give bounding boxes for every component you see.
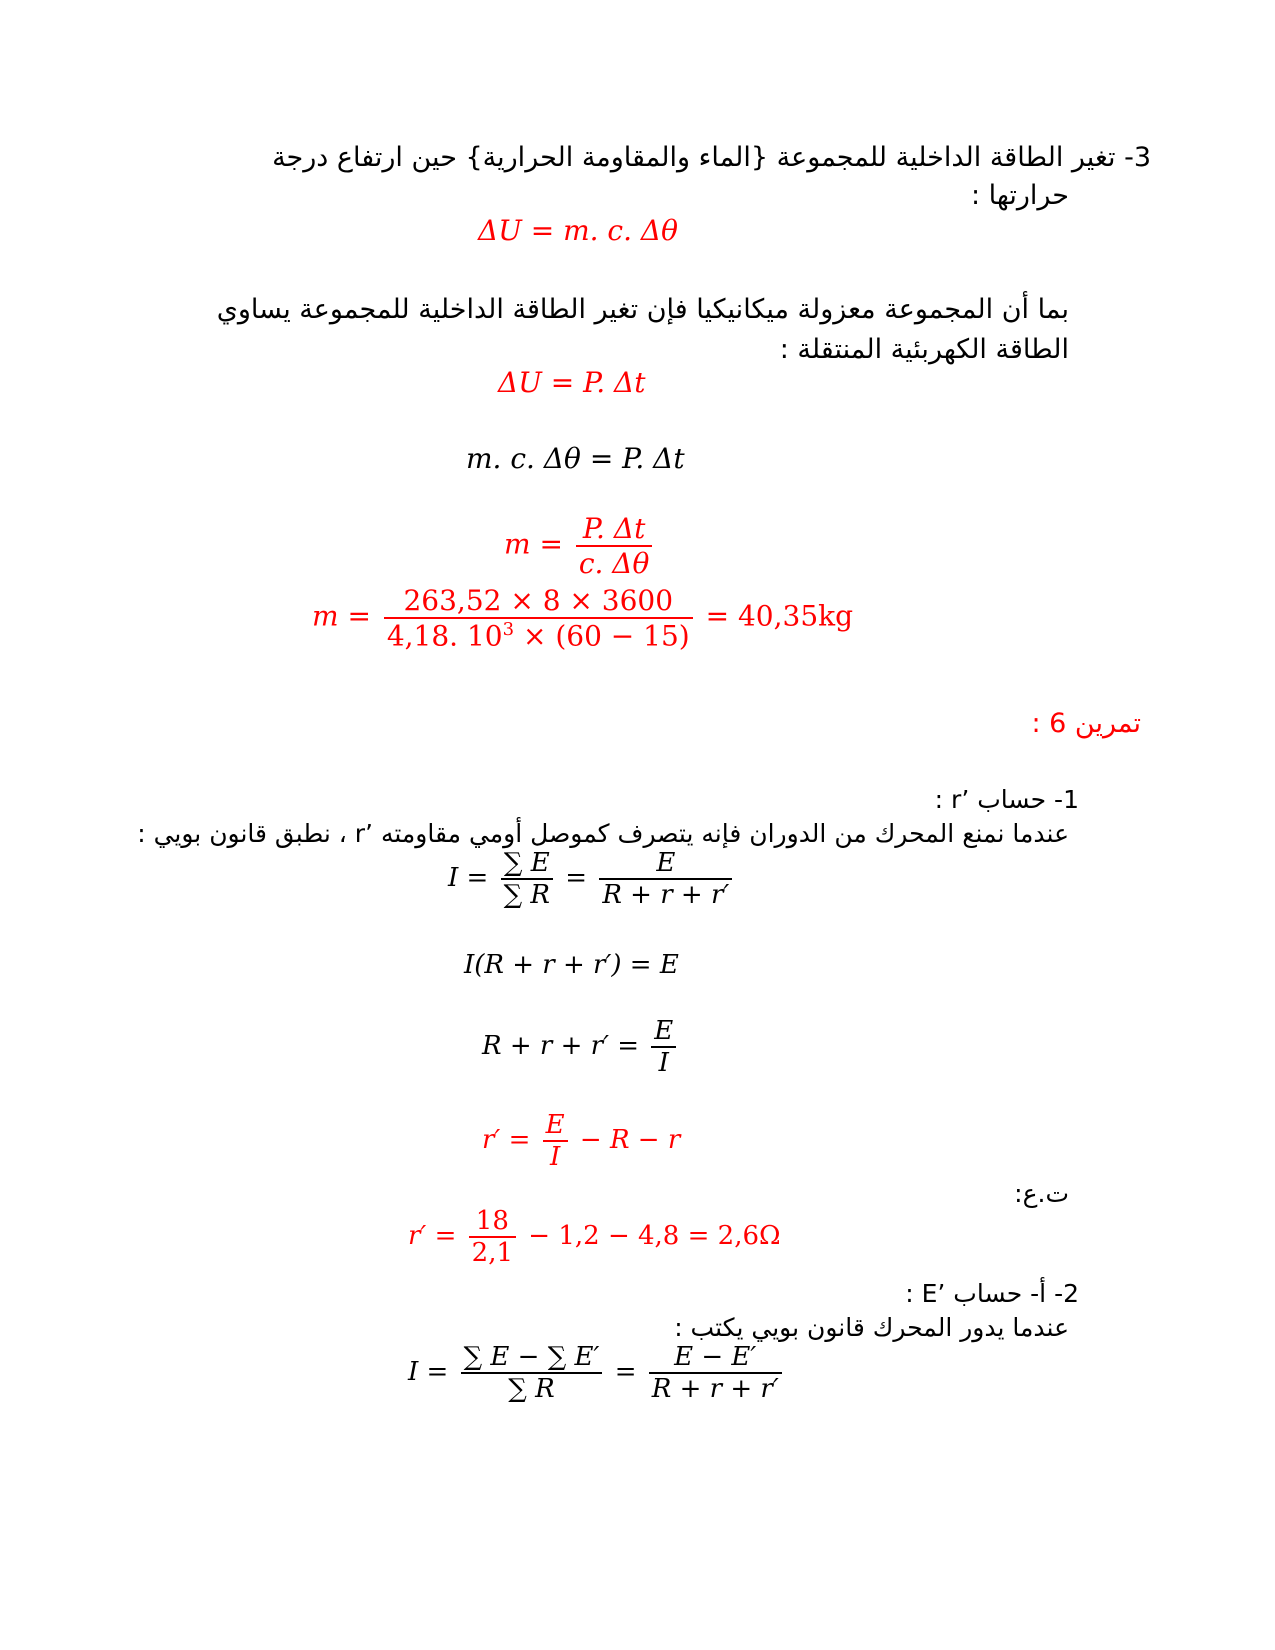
equation-mass-calculation: [312, 584, 853, 652]
q1-heading: 1- حساب ’r :: [934, 785, 1079, 814]
equation-delta-u-power: ΔU = P. Δt: [498, 366, 646, 399]
calc-numerator: 263,52 × 8 × 3600: [384, 584, 693, 619]
q1-eq3-lhs: R + r + r′ =: [482, 1031, 640, 1061]
q1-eq4-lhs: r′ =: [482, 1125, 531, 1155]
mass-denominator: c. Δθ: [578, 547, 650, 580]
q2-eq1-den2: R + r + r′: [651, 1374, 779, 1404]
calc-den-rest: × (60 − 15): [514, 619, 690, 653]
q1-eq1-num2: E: [599, 848, 732, 880]
q1-equation-sum-resistance: [482, 1016, 680, 1078]
q1-eq1-fraction-sum: [501, 848, 553, 910]
q1-eq1-den2: R + r + r′: [602, 880, 730, 910]
q1-eq3-den: I: [658, 1048, 669, 1078]
q2-eq1-num2: E − E′: [649, 1342, 782, 1374]
equation-energy-balance: m. c. Δθ = P. Δt: [466, 442, 685, 475]
q1-eq5-rhs: − 1,2 − 4,8 = 2,6Ω: [528, 1221, 781, 1251]
q2-eq1-lhs: I =: [408, 1357, 449, 1387]
q1-eq4-fraction: [543, 1110, 568, 1172]
calc-fraction: [384, 584, 693, 652]
calc-denominator: [384, 619, 693, 652]
q1-eq5-lhs: r′ =: [408, 1221, 457, 1251]
mass-numerator: P. Δt: [576, 512, 653, 547]
q2-eq1-equals: =: [614, 1357, 637, 1387]
equation-delta-u: ΔU = m. c. Δθ: [478, 214, 678, 247]
q1-eq5-den: 2,1: [471, 1238, 514, 1268]
q1-eq5-num: 18: [469, 1206, 516, 1238]
calc-den-base: 4,18. 10: [386, 619, 503, 653]
exercise-title: تمرين 6 :: [1031, 708, 1141, 739]
q2-equation-current: [408, 1342, 786, 1404]
q2-heading: 2- أ- حساب ’E :: [905, 1279, 1079, 1308]
q1-eq1-num1: ∑ E: [501, 848, 553, 880]
q1-eq1-lhs: I =: [448, 863, 489, 893]
q1-eq5-fraction: [469, 1206, 516, 1268]
numeric-application-label: ت.ع:: [1014, 1179, 1069, 1208]
section3-line1: 3- تغير الطاقة الداخلية للمجموعة {الماء والمقاومة الحرارية} حين ارتفاع درجة: [272, 142, 1151, 173]
q1-eq4-num: E: [543, 1110, 568, 1142]
q1-eq1-den1: ∑ R: [503, 880, 550, 910]
q1-equation-r-prime-value: [408, 1206, 781, 1268]
q2-eq1-num1: ∑ E − ∑ E′: [461, 1342, 603, 1374]
q1-equation-r-prime: [482, 1110, 680, 1172]
q1-equation-current: [448, 848, 736, 910]
paragraph-line1: بما أن المجموعة معزولة ميكانيكيا فإن تغير الطاقة الداخلية للمجموعة يساوي: [216, 294, 1069, 325]
q1-eq4-den: I: [550, 1142, 561, 1172]
q2-eq1-fraction-detail: [649, 1342, 782, 1404]
calc-den-exponent: 3: [502, 619, 515, 640]
calc-lhs: m =: [312, 599, 371, 633]
section3-line2: حرارتها :: [971, 180, 1069, 211]
paragraph-line2: الطاقة الكهربئية المنتقلة :: [779, 334, 1069, 365]
q1-equation-product: I(R + r + r′) = E: [464, 950, 679, 980]
q1-text: عندما نمنع المحرك من الدوران فإنه يتصرف كموصل أومي مقاومته ’r ، نطبق قانون بويي :: [137, 819, 1069, 848]
q1-eq4-rhs: − R − r: [579, 1125, 681, 1155]
calc-result: = 40,35kg: [705, 599, 854, 633]
mass-fraction: [576, 512, 653, 580]
q2-text: عندما يدور المحرك قانون بويي يكتب :: [674, 1313, 1069, 1342]
q1-eq1-fraction-detail: [599, 848, 732, 910]
q2-eq1-fraction-sum: [461, 1342, 603, 1404]
q1-eq3-num: E: [651, 1016, 676, 1048]
q1-eq3-fraction: [651, 1016, 676, 1078]
mass-lhs: m =: [504, 527, 563, 561]
q2-eq1-den1: ∑ R: [508, 1374, 555, 1404]
q1-eq1-equals: =: [565, 863, 588, 893]
equation-mass-formula: [504, 512, 656, 580]
